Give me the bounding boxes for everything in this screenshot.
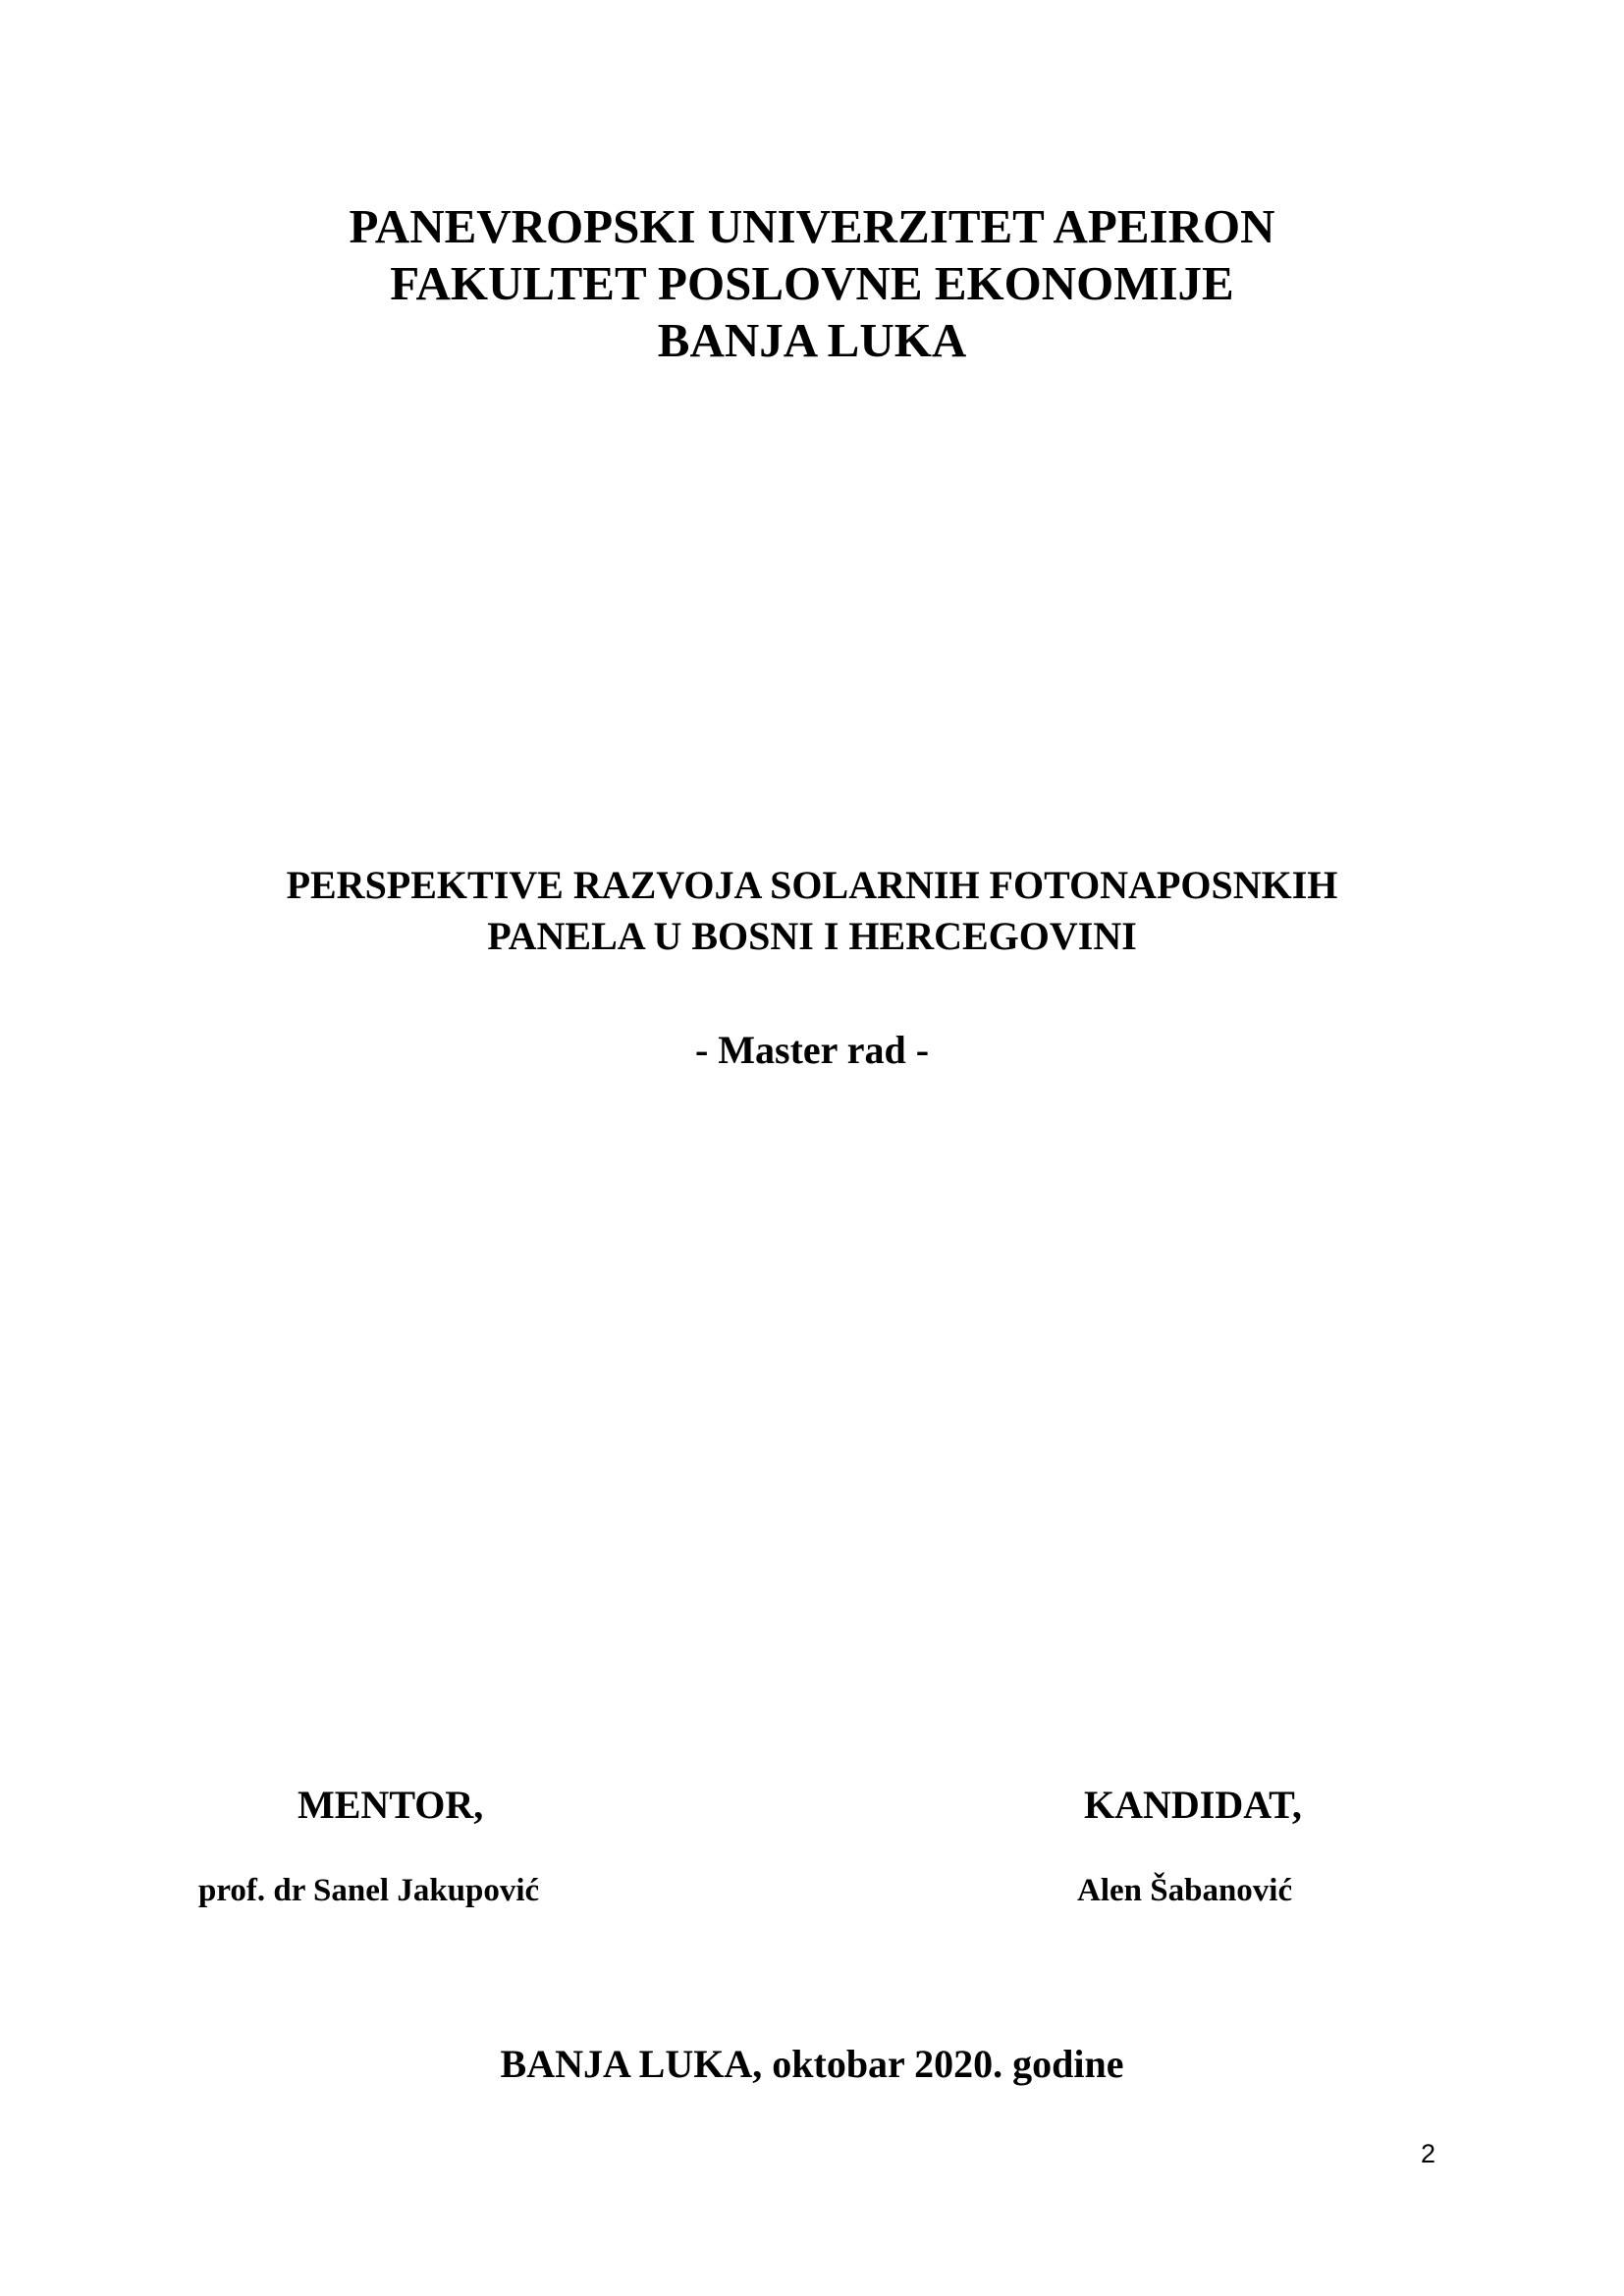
university-name: PANEVROPSKI UNIVERZITET APEIRON (349, 199, 1275, 253)
mentor-label: MENTOR, (298, 1783, 484, 1827)
candidate-label: KANDIDAT, (1084, 1783, 1302, 1827)
page-number: 2 (1420, 2139, 1435, 2168)
mentor-name: prof. dr Sanel Jakupović (198, 1873, 540, 1908)
candidate-name: Alen Šabanović (1077, 1873, 1293, 1908)
institution-city: BANJA LUKA (657, 313, 967, 367)
faculty-name: FAKULTET POSLOVNE EKONOMIJE (390, 256, 1234, 310)
thesis-title-line-1: PERSPEKTIVE RAZVOJA SOLARNIH FOTONAPOSNKIH (286, 863, 1338, 907)
thesis-type: - Master rad - (694, 1028, 930, 1072)
place-and-date: BANJA LUKA, oktobar 2020. godine (500, 2042, 1124, 2086)
thesis-title-line-2: PANELA U BOSNI I HERCEGOVINI (487, 914, 1137, 958)
